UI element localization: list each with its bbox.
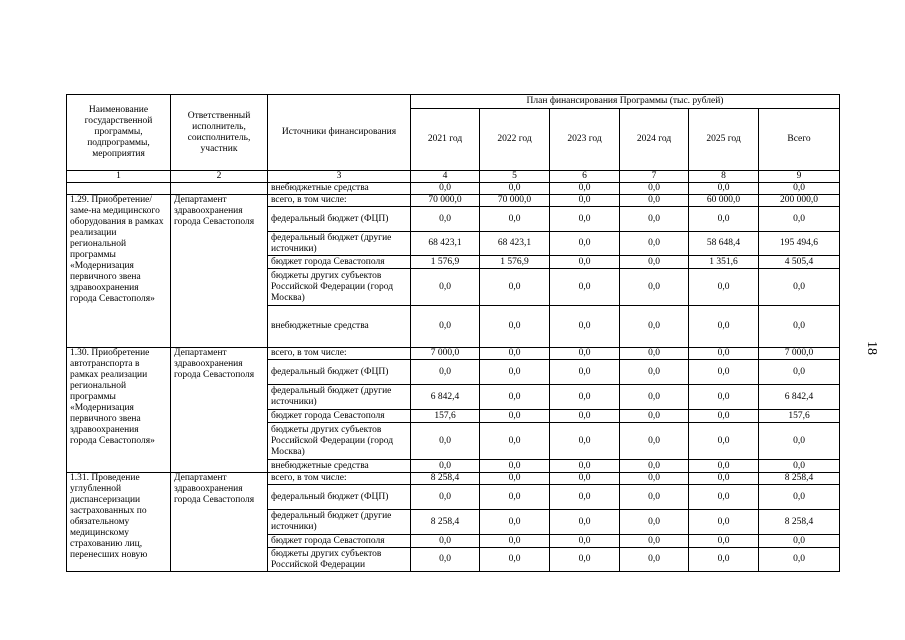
value-cell: 0,0 [480, 348, 550, 360]
value-cell: 0,0 [620, 207, 689, 232]
event-name: 1.31. Проведение углубленной диспансеризации застрахованных по обязательному медицинскому страхованию лиц, перенесших новую [67, 473, 171, 572]
value-cell: 0,0 [620, 510, 689, 535]
value-cell: 0,0 [759, 548, 840, 572]
value-cell: 0,0 [689, 207, 759, 232]
value-cell: 0,0 [550, 548, 620, 572]
event-name: 1.30. Приобретение автотранспорта в рамках реализации региональной программы «Модернизация первичного звена здравоохранения города Севастополя» [67, 348, 171, 473]
value-cell: 0,0 [620, 269, 689, 306]
value-cell: 70 000,0 [411, 195, 480, 207]
value-cell: 0,0 [620, 183, 689, 195]
source-cell: внебюджетные средства [268, 306, 411, 348]
value-cell: 0,0 [550, 348, 620, 360]
value-cell: 0,0 [759, 360, 840, 385]
source-cell: бюджеты других субъектов Российской Федерации [268, 548, 411, 572]
source-cell: федеральный бюджет (ФЦП) [268, 485, 411, 510]
value-cell: 0,0 [689, 183, 759, 195]
value-cell: 0,0 [411, 183, 480, 195]
source-cell: бюджет города Севастополя [268, 410, 411, 423]
value-cell: 0,0 [689, 460, 759, 473]
value-cell: 8 258,4 [411, 510, 480, 535]
value-cell: 0,0 [550, 183, 620, 195]
column-index: 4 [411, 171, 480, 183]
value-cell: 0,0 [411, 360, 480, 385]
value-cell: 8 258,4 [759, 510, 840, 535]
value-cell: 0,0 [689, 348, 759, 360]
value-cell: 0,0 [689, 510, 759, 535]
column-index: 7 [620, 171, 689, 183]
column-index: 6 [550, 171, 620, 183]
value-cell: 0,0 [620, 460, 689, 473]
table-row [67, 473, 840, 485]
source-cell: бюджеты других субъектов Российской Федерации (город Москва) [268, 423, 411, 460]
department-name: Департамент здравоохранения города Севастополя [171, 195, 268, 348]
value-cell: 157,6 [759, 410, 840, 423]
value-cell: 0,0 [759, 460, 840, 473]
header-year: 2025 год [689, 109, 759, 171]
value-cell: 0,0 [411, 460, 480, 473]
value-cell: 0,0 [411, 423, 480, 460]
source-cell: всего, в том числе: [268, 195, 411, 207]
value-cell: 0,0 [759, 269, 840, 306]
source-cell: федеральный бюджет (другие источники) [268, 232, 411, 256]
value-cell: 7 000,0 [411, 348, 480, 360]
header-plan-title: План финансирования Программы (тыс. рублей) [411, 95, 840, 109]
value-cell: 0,0 [480, 510, 550, 535]
value-cell: 0,0 [620, 548, 689, 572]
value-cell: 0,0 [620, 473, 689, 485]
value-cell: 0,0 [480, 269, 550, 306]
header-source: Источники финансирования [268, 95, 411, 171]
table-row [67, 183, 840, 195]
value-cell: 0,0 [480, 360, 550, 385]
value-cell: 0,0 [411, 548, 480, 572]
value-cell: 195 494,6 [759, 232, 840, 256]
value-cell: 0,0 [550, 473, 620, 485]
source-cell: всего, в том числе: [268, 348, 411, 360]
value-cell: 0,0 [480, 306, 550, 348]
value-cell: 0,0 [480, 473, 550, 485]
value-cell: 6 842,4 [759, 385, 840, 410]
value-cell: 0,0 [759, 423, 840, 460]
value-cell: 0,0 [620, 385, 689, 410]
source-cell: внебюджетные средства [268, 183, 411, 195]
header-year: 2021 год [411, 109, 480, 171]
column-index: 5 [480, 171, 550, 183]
value-cell: 0,0 [550, 535, 620, 548]
value-cell: 0,0 [689, 535, 759, 548]
value-cell: 0,0 [480, 207, 550, 232]
value-cell: 0,0 [480, 385, 550, 410]
financing-table [66, 94, 840, 572]
table-row [67, 195, 840, 207]
source-cell: внебюджетные средства [268, 460, 411, 473]
value-cell: 0,0 [620, 535, 689, 548]
empty-cell [67, 183, 171, 195]
value-cell: 0,0 [689, 385, 759, 410]
value-cell: 6 842,4 [411, 385, 480, 410]
value-cell: 70 000,0 [480, 195, 550, 207]
column-index: 2 [171, 171, 268, 183]
value-cell: 1 576,9 [480, 256, 550, 269]
value-cell: 0,0 [411, 306, 480, 348]
value-cell: 0,0 [480, 183, 550, 195]
value-cell: 0,0 [550, 385, 620, 410]
value-cell: 8 258,4 [411, 473, 480, 485]
value-cell: 0,0 [689, 269, 759, 306]
source-cell: всего, в том числе: [268, 473, 411, 485]
value-cell: 0,0 [480, 485, 550, 510]
value-cell: 0,0 [620, 232, 689, 256]
department-name: Департамент здравоохранения города Севастополя [171, 473, 268, 572]
value-cell: 0,0 [620, 256, 689, 269]
source-cell: федеральный бюджет (ФЦП) [268, 207, 411, 232]
header-year: 2024 год [620, 109, 689, 171]
value-cell: 0,0 [480, 535, 550, 548]
value-cell: 1 351,6 [689, 256, 759, 269]
value-cell: 0,0 [620, 195, 689, 207]
column-index: 9 [759, 171, 840, 183]
column-index: 8 [689, 171, 759, 183]
value-cell: 0,0 [759, 207, 840, 232]
header-name: Наименование государственной программы, подпрограммы, мероприятия [67, 95, 171, 171]
value-cell: 0,0 [550, 423, 620, 460]
value-cell: 0,0 [689, 360, 759, 385]
column-index: 3 [268, 171, 411, 183]
value-cell: 0,0 [759, 535, 840, 548]
value-cell: 0,0 [411, 485, 480, 510]
value-cell: 157,6 [411, 410, 480, 423]
value-cell: 0,0 [620, 410, 689, 423]
column-index: 1 [67, 171, 171, 183]
value-cell: 0,0 [411, 535, 480, 548]
value-cell: 0,0 [550, 485, 620, 510]
value-cell: 0,0 [689, 423, 759, 460]
value-cell: 0,0 [759, 306, 840, 348]
value-cell: 0,0 [480, 460, 550, 473]
page-number: 18 [864, 341, 879, 355]
header-year: 2022 год [480, 109, 550, 171]
value-cell: 58 648,4 [689, 232, 759, 256]
value-cell: 68 423,1 [480, 232, 550, 256]
value-cell: 60 000,0 [689, 195, 759, 207]
value-cell: 0,0 [759, 183, 840, 195]
value-cell: 0,0 [550, 510, 620, 535]
value-cell: 0,0 [689, 473, 759, 485]
value-cell: 0,0 [550, 360, 620, 385]
source-cell: федеральный бюджет (другие источники) [268, 385, 411, 410]
source-cell: бюджет города Севастополя [268, 535, 411, 548]
value-cell: 0,0 [689, 548, 759, 572]
source-cell: федеральный бюджет (ФЦП) [268, 360, 411, 385]
header-year: 2023 год [550, 109, 620, 171]
value-cell: 0,0 [759, 485, 840, 510]
value-cell: 0,0 [550, 256, 620, 269]
value-cell: 0,0 [689, 410, 759, 423]
empty-cell [171, 183, 268, 195]
value-cell: 0,0 [411, 207, 480, 232]
value-cell: 0,0 [550, 207, 620, 232]
value-cell: 0,0 [620, 485, 689, 510]
header-executor: Ответственный исполнитель, соисполнитель, участник [171, 95, 268, 171]
value-cell: 0,0 [620, 306, 689, 348]
value-cell: 1 576,9 [411, 256, 480, 269]
value-cell: 0,0 [550, 460, 620, 473]
value-cell: 0,0 [620, 423, 689, 460]
department-name: Департамент здравоохранения города Севастополя [171, 348, 268, 473]
value-cell: 0,0 [689, 485, 759, 510]
value-cell: 0,0 [620, 348, 689, 360]
header-year: Всего [759, 109, 840, 171]
value-cell: 0,0 [550, 269, 620, 306]
source-cell: бюджет города Севастополя [268, 256, 411, 269]
value-cell: 0,0 [550, 232, 620, 256]
source-cell: бюджеты других субъектов Российской Федерации (город Москва) [268, 269, 411, 306]
value-cell: 0,0 [480, 548, 550, 572]
value-cell: 200 000,0 [759, 195, 840, 207]
event-name: 1.29. Приобретение/заме-на медицинского оборудования в рамках реализации региональной программы «Модернизация первичного звена здравоохранения города Севастополя» [67, 195, 171, 348]
value-cell: 68 423,1 [411, 232, 480, 256]
value-cell: 0,0 [620, 360, 689, 385]
value-cell: 0,0 [550, 306, 620, 348]
value-cell: 0,0 [550, 410, 620, 423]
value-cell: 8 258,4 [759, 473, 840, 485]
value-cell: 7 000,0 [759, 348, 840, 360]
value-cell: 0,0 [689, 306, 759, 348]
value-cell: 4 505,4 [759, 256, 840, 269]
value-cell: 0,0 [480, 423, 550, 460]
value-cell: 0,0 [480, 410, 550, 423]
table-row [67, 348, 840, 360]
value-cell: 0,0 [550, 195, 620, 207]
value-cell: 0,0 [411, 269, 480, 306]
source-cell: федеральный бюджет (другие источники) [268, 510, 411, 535]
